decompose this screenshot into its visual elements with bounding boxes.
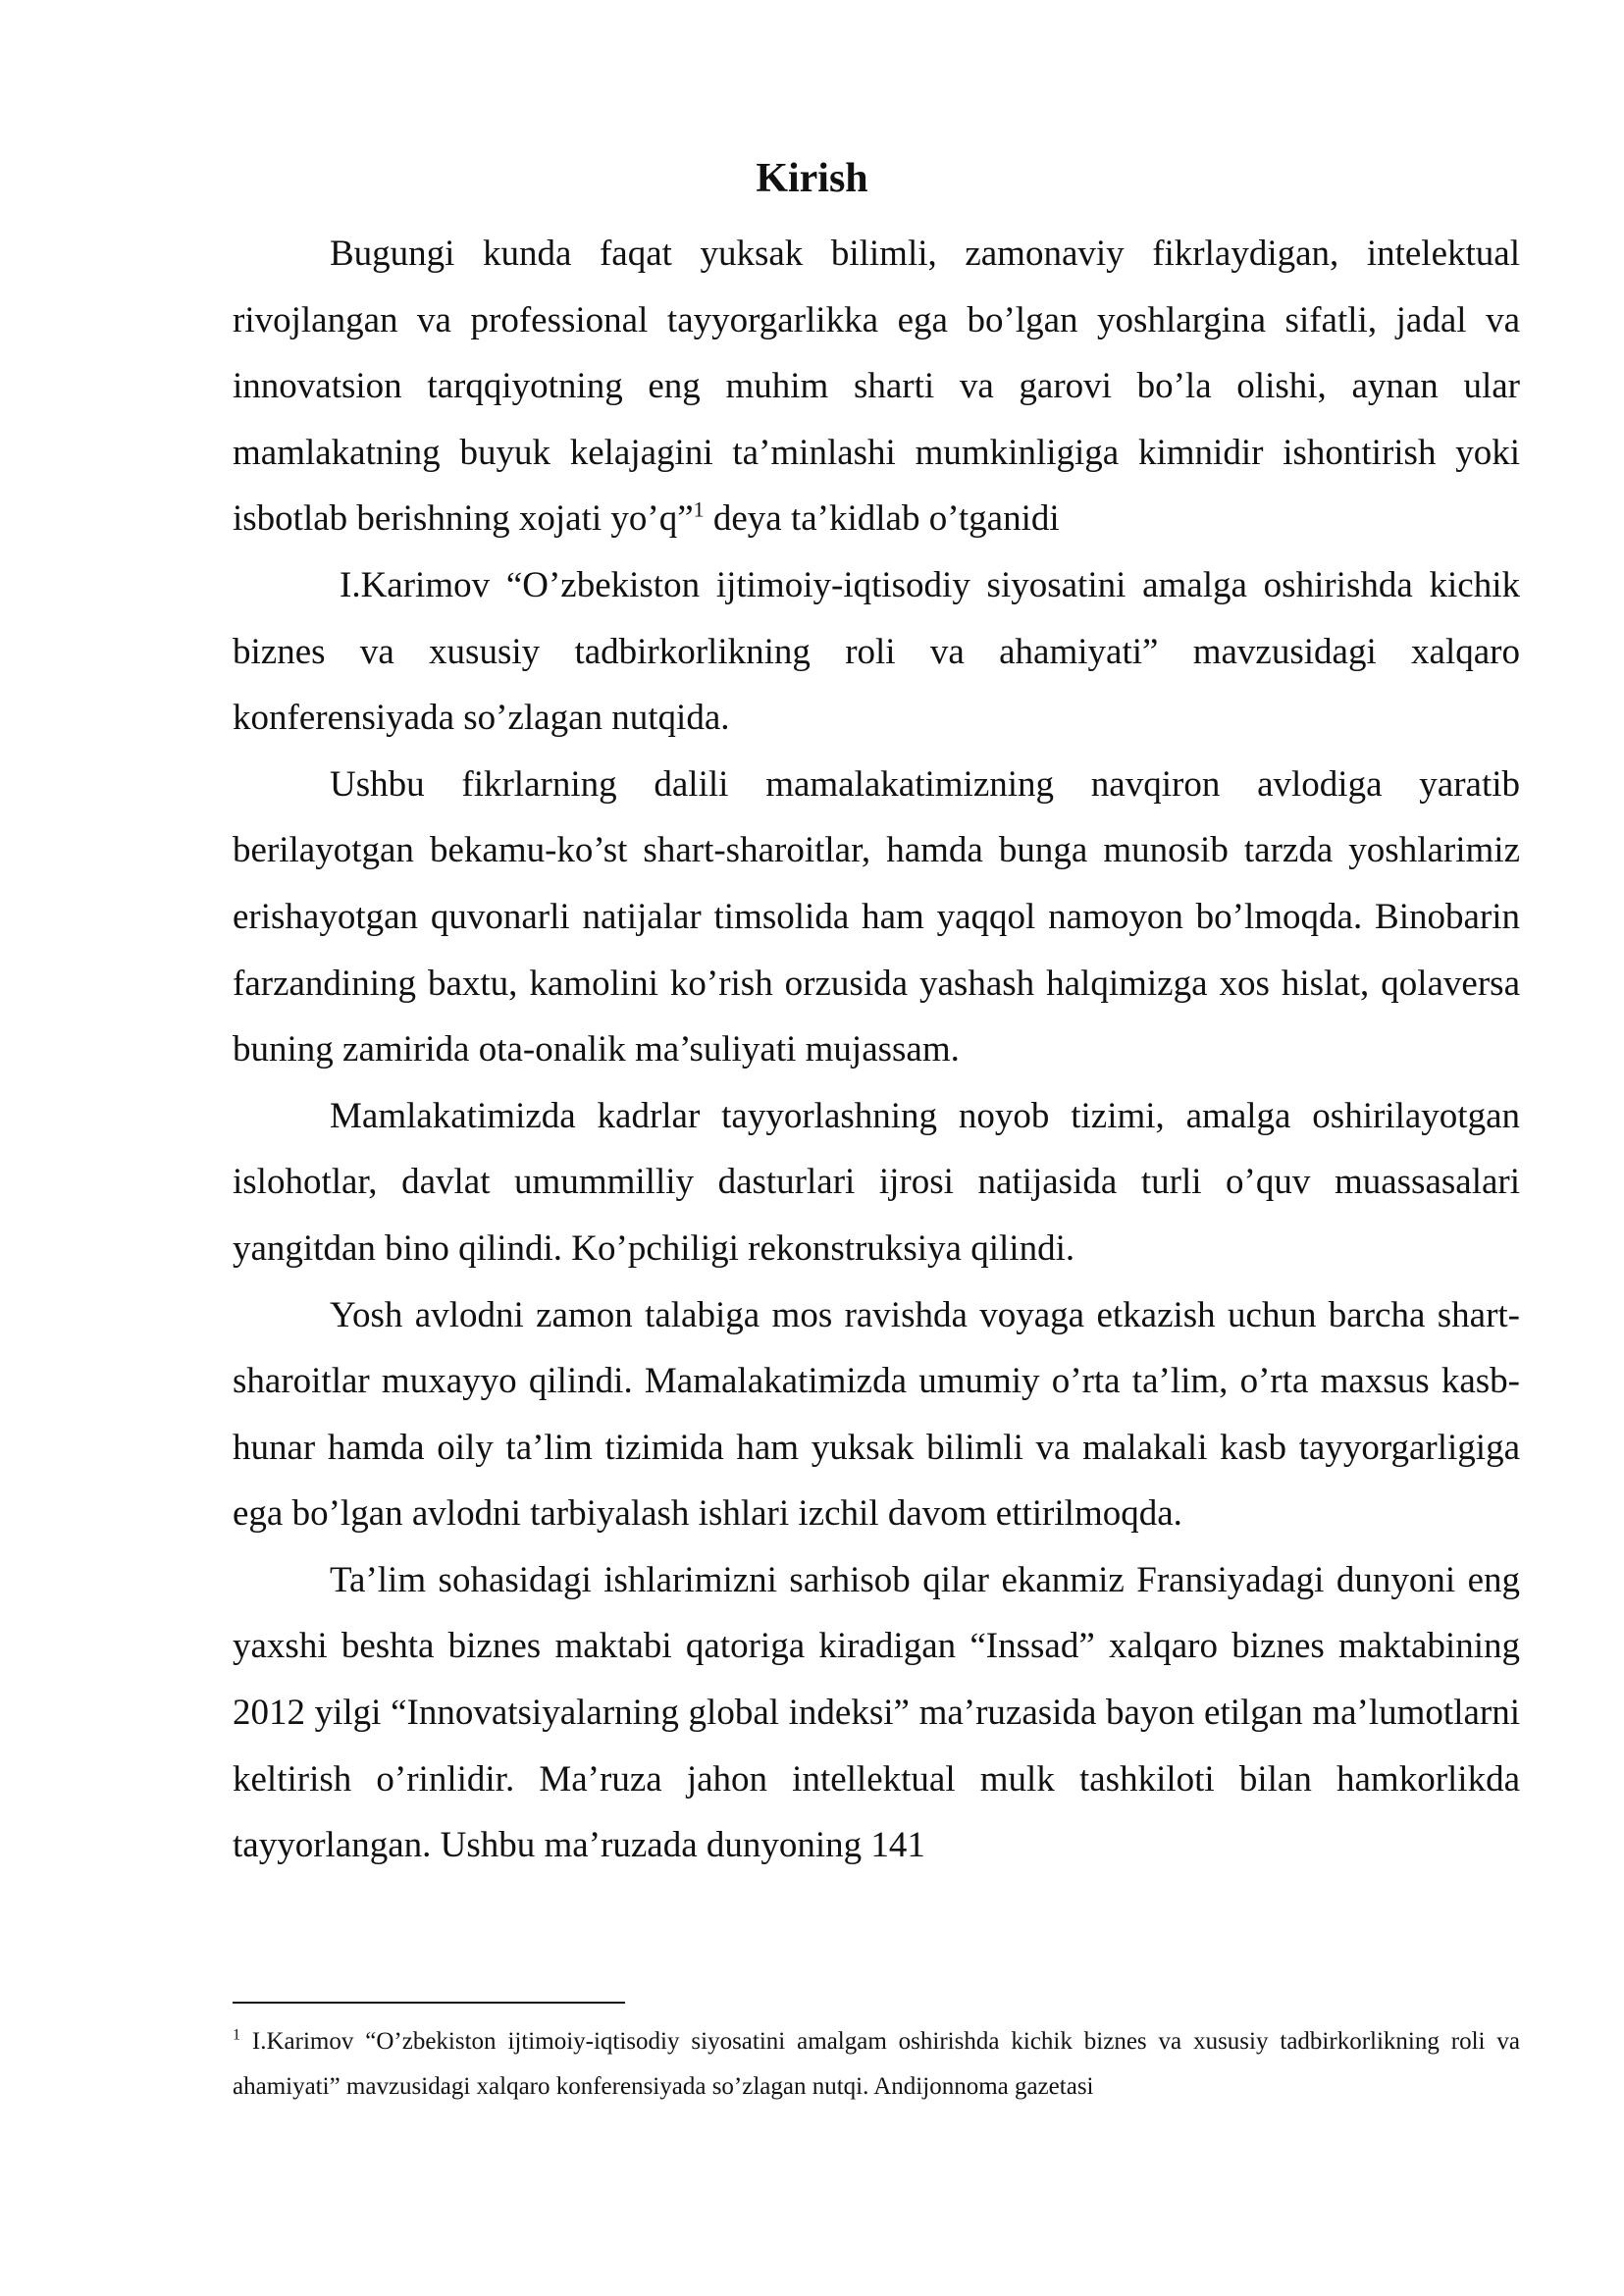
- paragraph-5: Yosh avlodni zamon talabiga mos ravishda voyaga etkazish uchun barcha shart-sharoitlar muxayyo qilindi. Mamalakatimizda umumiy o’rta ta’lim, o’rta maxsus kasb-hunar hamda oily ta’lim tizimida ham yuksak bilimli va malakali kasb tayyorgarligiga ega bo’lgan avlodni tarbiyalash ishlari izchil davom ettirilmoqda.: [233, 1294, 1520, 1535]
- paragraph-6: Ta’lim sohasidagi ishlarimizni sarhisob qilar ekanmiz Fransiyadagi dunyoni eng yaxshi beshta biznes maktabi qatoriga kiradigan “Inssad” xalqaro biznes maktabining 2012 yilgi “Innovatsiyalarning global indeksi” ma’ruzasida bayon etilgan ma’lumotlarni keltirish o’rinlidir. Ma’ruza jahon intellektual mulk tashkiloti bilan hamkorlikda tayyorlangan. Ushbu ma’ruzada dunyoning 141: [233, 1559, 1520, 1866]
- footnote-reference: 1: [693, 497, 705, 523]
- paragraph-1-tail: deya ta’kidlab o’tganidi: [704, 498, 1060, 540]
- footnote-marker: 1: [233, 2026, 240, 2044]
- footnote: [233, 2019, 1520, 2110]
- paragraph-2: I.Karimov “O’zbekiston ijtimoiy-iqtisodiy siyosatini amalga oshirishda kichik biznes va xususiy tadbirkorlikning roli va ahamiyati” mavzusidagi xalqaro konferensiyada so’zlagan nutqida.: [233, 564, 1520, 739]
- footnote-separator: [233, 2002, 625, 2004]
- page-title: Kirish: [756, 156, 868, 201]
- paragraph-1-text: Bugungi kunda faqat yuksak bilimli, zamonaviy fikrlaydigan, intelektual rivojlangan va professional tayyorgarlikka ega bo’lgan yoshlargina sifatli, jadal va innovatsion tarqqiyotning eng muhim sharti va garovi bo’la olishi, aynan ular mamlakatning buyuk kelajagini ta’minlashi mumkinligiga kimnidir ishontirish yoki isbotlab berishning xojati yo’q”: [233, 234, 1520, 540]
- paragraph-4: Mamlakatimizda kadrlar tayyorlashning noyob tizimi, amalga oshirilayotgan islohotlar, davlat umummilliy dasturlari ijrosi natijasida turli o’quv muassasalari yangitdan bino qilindi. Ko’pchiligi rekonstruksiya qilindi.: [233, 1095, 1520, 1269]
- paragraph-3: Ushbu fikrlarning dalili mamalakatimizning navqiron avlodiga yaratib berilayotgan bekamu-ko’st shart-sharoitlar, hamda bunga munosib tarzda yoshlarimiz erishayotgan quvonarli natijalar timsolida ham yaqqol namoyon bo’lmoqda. Binobarin farzandining baxtu, kamolini ko’rish orzusida yashash halqimizga xos hislat, qolaversa buning zamirida ota-onalik ma’suliyati mujassam.: [233, 763, 1520, 1070]
- paragraph-1: [233, 221, 1520, 552]
- body-text: [233, 221, 1520, 1879]
- footnote-text: I.Karimov “O’zbekiston ijtimoiy-iqtisodiy siyosatini amalgam oshirishda kichik biznes va xususiy tadbirkorlikning roli va ahamiyati” mavzusidagi xalqaro konferensiyada so’zlagan nutqi. Andijonnoma gazetasi: [233, 2028, 1520, 2100]
